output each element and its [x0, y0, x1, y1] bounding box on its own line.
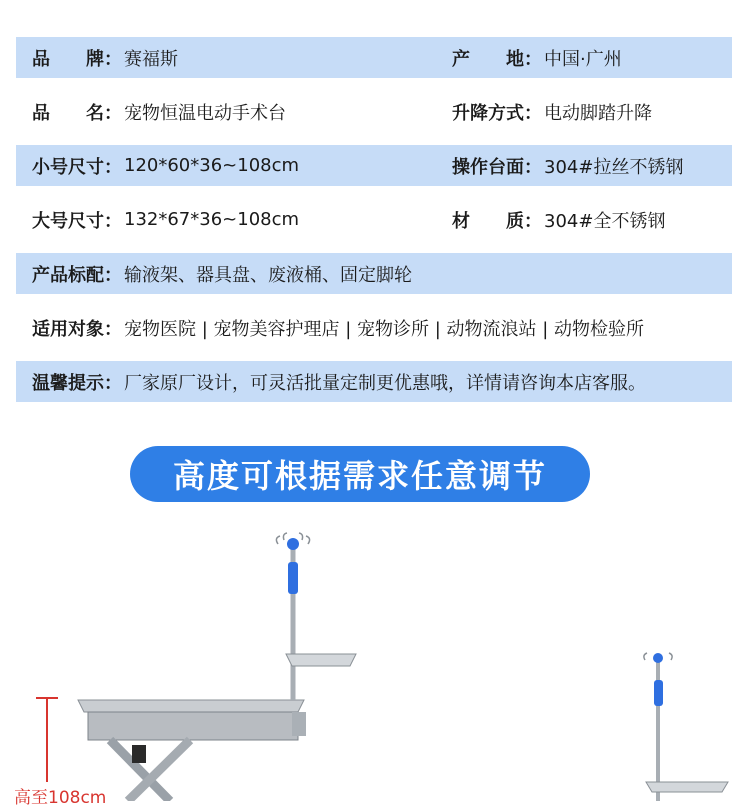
target-value: 宠物医院 | 宠物美容护理店 | 宠物诊所 | 动物流浪站 | 动物检验所: [124, 318, 645, 340]
spec-row-large-size: [16, 199, 732, 240]
height-banner: 高度可根据需求任意调节: [130, 446, 590, 502]
standard-value: 输液架、器具盘、废液桶、固定脚轮: [124, 264, 412, 286]
lift-value: 电动脚踏升降: [544, 102, 652, 124]
brand-label: 品 牌：: [32, 48, 122, 70]
origin-value: 中国·广州: [544, 48, 622, 70]
material-label: 材 质：: [452, 210, 542, 232]
target-label: 适用对象：: [32, 318, 122, 340]
surgical-table-large: [78, 533, 356, 801]
name-label: 品 名：: [32, 102, 122, 124]
spec-row-small-size: [16, 145, 732, 186]
spec-row-name: [16, 91, 732, 132]
surgical-table-small: [644, 653, 728, 801]
large-size-value: 132*67*36~108cm: [124, 209, 300, 230]
top-label: 操作台面：: [452, 156, 542, 178]
height-marker: [36, 698, 58, 782]
product-photo: [0, 520, 750, 801]
brand-value: 赛福斯: [124, 48, 178, 70]
top-value: 304#拉丝不锈钢: [544, 156, 684, 178]
lift-label: 升降方式：: [452, 102, 542, 124]
spec-row-standard: [16, 253, 732, 294]
height-note: 高至108cm: [14, 788, 107, 808]
tip-value: 厂家原厂设计，可灵活批量定制更优惠哦，详情请咨询本店客服。: [124, 372, 646, 394]
large-size-label: 大号尺寸：: [32, 210, 122, 232]
small-size-value: 120*60*36~108cm: [124, 155, 300, 176]
spec-row-brand: [16, 37, 732, 78]
material-value: 304#全不锈钢: [544, 210, 666, 232]
name-value: 宠物恒温电动手术台: [124, 102, 286, 124]
small-size-label: 小号尺寸：: [32, 156, 122, 178]
tip-label: 温馨提示：: [32, 372, 122, 394]
spec-table: [16, 37, 732, 402]
spec-row-tip: [16, 361, 732, 402]
spec-row-target: [16, 307, 732, 348]
origin-label: 产 地：: [452, 48, 542, 70]
standard-label: 产品标配：: [32, 264, 122, 286]
